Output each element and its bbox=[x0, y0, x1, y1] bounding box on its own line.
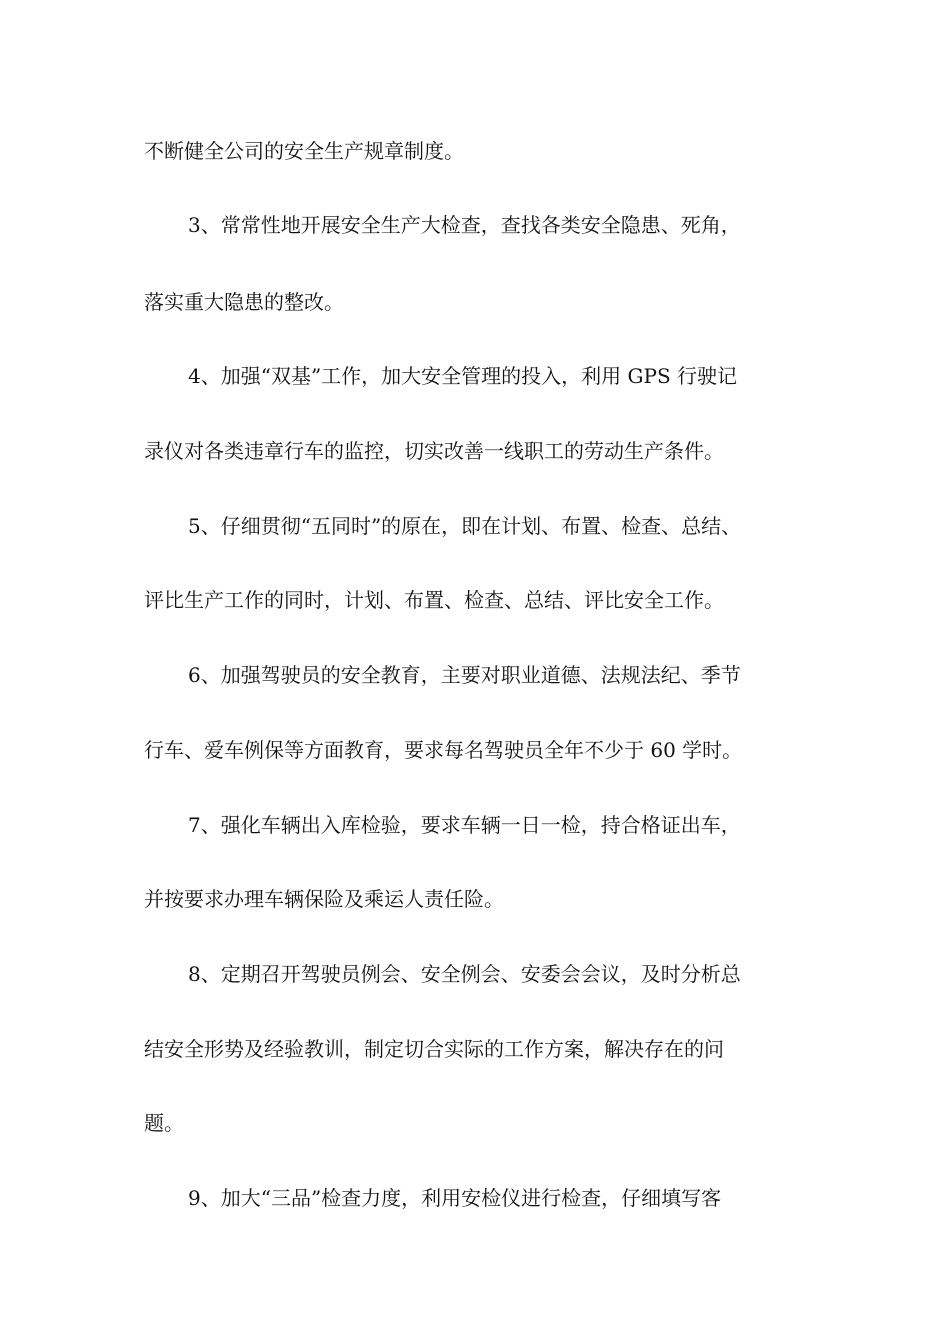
body-text-line: 5、仔细贯彻“五同时”的原在，即在计划、布置、检查、总结、 bbox=[188, 514, 742, 538]
body-text-line: 落实重大隐患的整改。 bbox=[144, 290, 344, 314]
body-text-line: 6、加强驾驶员的安全教育，主要对职业道德、法规法纪、季节 bbox=[188, 663, 741, 687]
body-text-line: 行车、爱车例保等方面教育，要求每名驾驶员全年不少于 60 学时。 bbox=[144, 738, 743, 762]
body-text-line: 8、定期召开驾驶员例会、安全例会、安委会会议，及时分析总 bbox=[188, 962, 741, 986]
body-text-line: 7、强化车辆出入库检验，要求车辆一日一检，持合格证出车， bbox=[188, 813, 741, 837]
body-text-line: 评比生产工作的同时，计划、布置、检查、总结、评比安全工作。 bbox=[144, 588, 724, 612]
body-text-line: 录仪对各类违章行车的监控，切实改善一线职工的劳动生产条件。 bbox=[144, 439, 724, 463]
body-text-line: 题。 bbox=[144, 1111, 184, 1135]
body-text-line: 不断健全公司的安全生产规章制度。 bbox=[144, 139, 464, 163]
body-text-line: 并按要求办理车辆保险及乘运人责任险。 bbox=[144, 887, 504, 911]
body-text-line: 4、加强“双基”工作，加大安全管理的投入，利用 GPS 行驶记 bbox=[188, 364, 738, 388]
body-text-line: 9、加大“三品”检查力度，利用安检仪进行检查，仔细填写客 bbox=[188, 1186, 722, 1210]
body-text-line: 结安全形势及经验教训，制定切合实际的工作方案，解决存在的问 bbox=[144, 1037, 724, 1061]
body-text-line: 3、常常性地开展安全生产大检查，查找各类安全隐患、死角， bbox=[188, 213, 741, 237]
